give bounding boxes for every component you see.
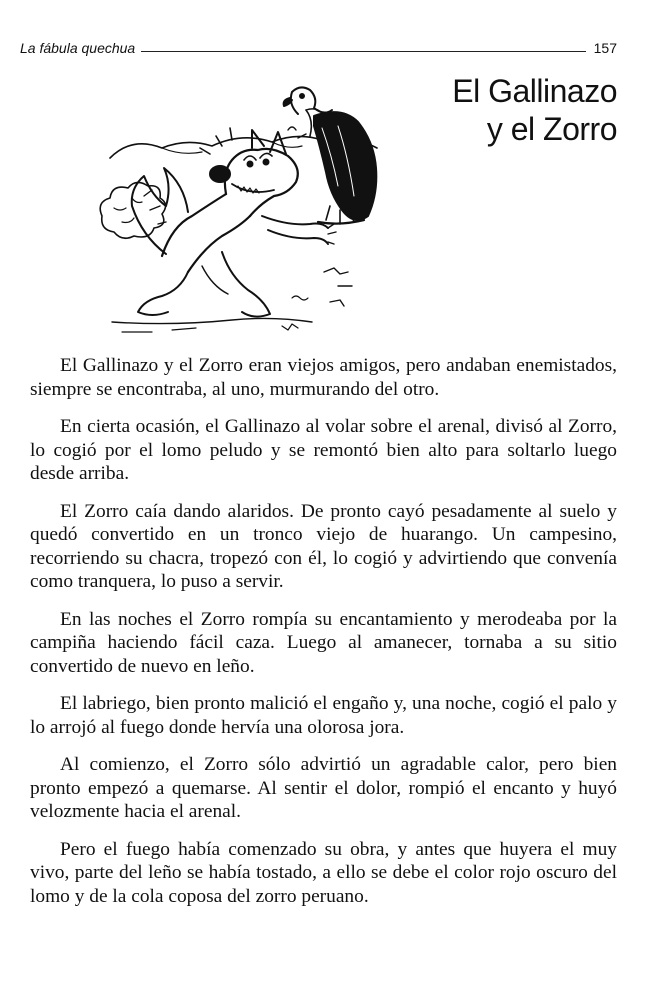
header-rule [141, 51, 585, 52]
running-title: La fábula quechua [20, 40, 136, 56]
running-header [20, 34, 617, 58]
paragraph-2: En cierta ocasión, el Gallinazo al volar sobre el arenal, divisó al Zorro, lo cogió por el lomo peludo y se remontó bien alto para soltarlo luego desde arriba. [30, 416, 617, 484]
story-body [30, 354, 617, 922]
story-title [452, 72, 617, 148]
page-number: 157 [593, 40, 617, 56]
story-title-line-2: y el Zorro [486, 111, 617, 147]
paragraph-7: Pero el fuego había comenzado su obra, y antes que huyera el muy vivo, parte del leño se había tostado, a ello se debe el color rojo oscuro del lomo y de la cola coposa del zorro peruano. [30, 838, 617, 907]
paragraph-5: El labriego, bien pronto malició el engaño y, una noche, cogió el palo y lo arrojó al fuego donde hervía una olorosa jora. [30, 693, 617, 738]
fox-and-vulture-illustration [92, 76, 392, 338]
paragraph-6: Al comienzo, el Zorro sólo advirtió un agradable calor, pero bien pronto empezó a quemarse. Al sentir el dolor, rompió el encanto y huyó velozmente hacia el arenal. [30, 754, 617, 822]
story-title-line-1: El Gallinazo [452, 73, 617, 109]
paragraph-3: El Zorro caía dando alaridos. De pronto cayó pesadamente al suelo y quedó convertido en un tronco viejo de huarango. Un campesino, recorriendo su chacra, tropezó con él, lo cogió y advirtiendo que convenía como tranquera, lo puso a servir. [30, 500, 617, 592]
paragraph-1: El Gallinazo y el Zorro eran viejos amigos, pero andaban enemistados, siempre se encontraba, al uno, murmurando del otro. [30, 355, 617, 400]
paragraph-4: En las noches el Zorro rompía su encantamiento y merodeaba por la campiña haciendo fácil caza. Luego al amanecer, tornaba a su sitio convertido de nuevo en leño. [30, 608, 617, 677]
